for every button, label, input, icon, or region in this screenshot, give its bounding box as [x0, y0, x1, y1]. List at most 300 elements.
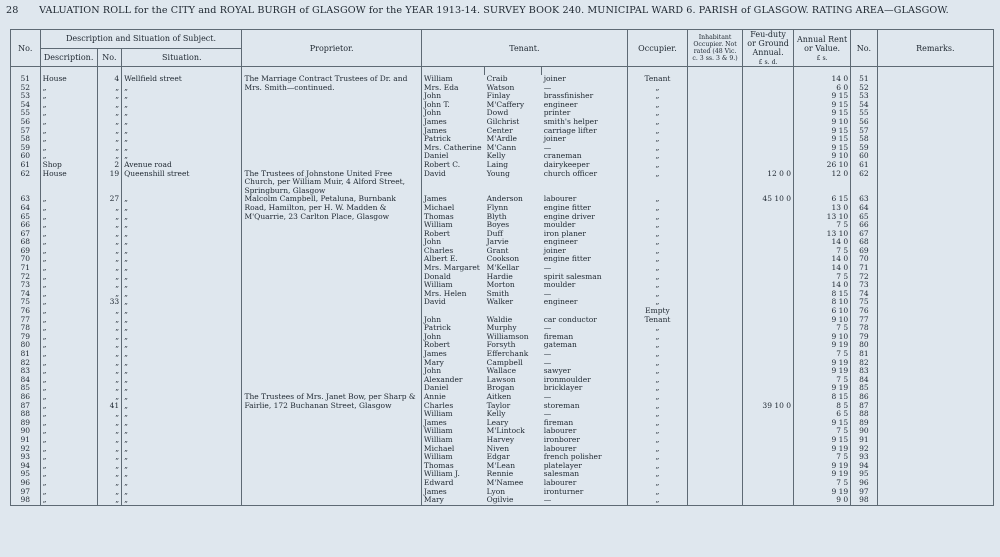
row-number: 54 — [20, 100, 31, 109]
row-number: 84 — [20, 375, 31, 384]
row-tenant-last: Murphy — [486, 324, 517, 333]
row-feu — [743, 410, 794, 419]
row-occupier: „ — [627, 92, 687, 101]
row-tenant-last: Blyth — [486, 212, 507, 221]
row-tenant-occupation: dairykeeper — [543, 160, 590, 169]
row-occupier: „ — [627, 264, 687, 273]
row-remarks — [877, 436, 993, 445]
row-number-right: 81 — [851, 350, 878, 359]
row-description: „ — [40, 453, 97, 462]
table-row — [11, 350, 994, 359]
row-tenant-first: Mrs. Eda — [421, 84, 484, 93]
table-row — [11, 109, 994, 118]
row-inhabitant — [688, 333, 743, 342]
row-occupier: „ — [627, 273, 687, 282]
row-number-right: 98 — [851, 496, 878, 505]
row-description: „ — [40, 479, 97, 488]
row-number-right: 75 — [851, 298, 878, 307]
row-description: „ — [40, 152, 97, 161]
spacer-cell — [242, 67, 421, 76]
row-number-right: 67 — [851, 230, 878, 239]
row-situation: „ — [122, 419, 242, 428]
row-rent: 7 5 — [794, 376, 851, 385]
row-number: 74 — [20, 289, 31, 298]
row-tenant-last: M'Kellar — [486, 264, 520, 273]
row-inhabitant — [688, 161, 743, 170]
row-number-right: 65 — [851, 213, 878, 222]
row-description: „ — [40, 324, 97, 333]
table-row — [11, 144, 994, 153]
row-occupier: „ — [627, 402, 687, 411]
row-rent — [794, 178, 851, 187]
row-tenant-last: Jarvie — [486, 238, 509, 247]
row-street-number — [97, 178, 121, 187]
row-description: „ — [40, 384, 97, 393]
row-occupier: „ — [627, 488, 687, 497]
row-tenant-first — [421, 187, 484, 196]
row-rent: 14 0 — [794, 238, 851, 247]
row-remarks — [877, 161, 993, 170]
row-inhabitant — [688, 247, 743, 256]
row-tenant-first: Charles — [421, 402, 484, 411]
row-inhabitant — [688, 402, 743, 411]
row-situation: „ — [122, 316, 242, 325]
row-tenant-occupation: labourer — [543, 427, 577, 436]
row-rent: 14 0 — [794, 255, 851, 264]
row-inhabitant — [688, 170, 743, 179]
row-description: „ — [40, 230, 97, 239]
table-row — [11, 359, 994, 368]
row-proprietor: Malcolm Campbell, Petaluna, Burnbank Road, Hamilton, per H. W. Madden & M'Quarrie, 23 Carlton Place, Glasgow — [242, 195, 421, 393]
row-tenant-occupation: — — [543, 350, 552, 358]
row-remarks — [877, 230, 993, 239]
row-street-number: „ — [97, 470, 121, 479]
row-feu — [743, 109, 794, 118]
row-tenant-occupation: fireman — [543, 332, 574, 341]
table-row — [11, 470, 994, 479]
spacer-cell — [794, 67, 851, 76]
row-street-number: „ — [97, 307, 121, 316]
row-situation — [122, 178, 242, 187]
row-street-number: „ — [97, 264, 121, 273]
row-feu: 12 0 0 — [743, 170, 794, 179]
row-number: 52 — [20, 83, 31, 92]
row-tenant-first: Mary — [421, 496, 484, 505]
row-street-number: „ — [97, 333, 121, 342]
row-tenant-first: Donald — [421, 273, 484, 282]
row-number-right: 82 — [851, 359, 878, 368]
row-street-number: „ — [97, 462, 121, 471]
row-tenant-last: Grant — [486, 246, 509, 255]
row-tenant-first: Mrs. Margaret — [421, 264, 484, 273]
row-tenant-last: Kelly — [486, 410, 506, 419]
row-tenant-first: William — [421, 410, 484, 419]
row-remarks — [877, 178, 993, 187]
row-remarks — [877, 84, 993, 93]
row-street-number: 33 — [97, 298, 121, 307]
spacer-row — [11, 67, 994, 76]
row-situation: „ — [122, 479, 242, 488]
row-tenant-occupation: car conductor — [543, 315, 597, 324]
row-tenant-last: Young — [486, 169, 510, 178]
row-description: „ — [40, 341, 97, 350]
row-description: „ — [40, 84, 97, 93]
row-remarks — [877, 135, 993, 144]
row-description: „ — [40, 290, 97, 299]
row-tenant-first: Charles — [421, 247, 484, 256]
table-row — [11, 462, 994, 471]
row-number-right: 71 — [851, 264, 878, 273]
row-remarks — [877, 341, 993, 350]
spacer-cell — [11, 67, 41, 76]
row-street-number: „ — [97, 341, 121, 350]
row-rent: 13 10 — [794, 213, 851, 222]
row-number: 60 — [20, 152, 31, 161]
row-situation: „ — [122, 195, 242, 204]
row-remarks — [877, 367, 993, 376]
row-rent: 6 10 — [794, 307, 851, 316]
col-situation: Situation. — [122, 48, 242, 67]
row-tenant-first: Robert — [421, 341, 484, 350]
row-tenant-first: Alexander — [421, 376, 484, 385]
row-description: „ — [40, 367, 97, 376]
row-inhabitant — [688, 496, 743, 505]
row-number: 82 — [20, 358, 31, 367]
row-tenant-occupation: fireman — [543, 418, 574, 427]
row-description: „ — [40, 247, 97, 256]
row-street-number: „ — [97, 419, 121, 428]
row-tenant-first: Albert E. — [421, 255, 484, 264]
row-street-number: „ — [97, 230, 121, 239]
row-number-right: 56 — [851, 118, 878, 127]
row-tenant-last: Kelly — [486, 152, 506, 161]
row-street-number: „ — [97, 316, 121, 325]
table-row — [11, 393, 994, 402]
row-occupier: „ — [627, 341, 687, 350]
spacer-cell — [421, 67, 484, 76]
table-row — [11, 195, 994, 204]
row-number: 63 — [20, 195, 31, 204]
table-row — [11, 230, 994, 239]
row-situation: „ — [122, 213, 242, 222]
row-remarks — [877, 204, 993, 213]
row-tenant-last: Taylor — [486, 401, 511, 410]
row-tenant-last: Duff — [486, 229, 503, 238]
row-situation: „ — [122, 238, 242, 247]
row-tenant-first: Daniel — [421, 152, 484, 161]
row-feu — [743, 213, 794, 222]
row-feu — [743, 453, 794, 462]
row-tenant-first: Michael — [421, 445, 484, 454]
row-rent: 7 5 — [794, 273, 851, 282]
row-occupier: „ — [627, 195, 687, 204]
row-feu — [743, 376, 794, 385]
row-remarks — [877, 402, 993, 411]
row-street-number: „ — [97, 367, 121, 376]
row-number — [11, 178, 41, 187]
row-rent: 8 10 — [794, 298, 851, 307]
row-tenant-first: James — [421, 195, 484, 204]
row-tenant-last — [485, 307, 542, 316]
row-tenant-occupation: — — [543, 289, 552, 298]
row-rent: 7 5 — [794, 453, 851, 462]
row-number: 91 — [20, 435, 31, 444]
row-situation: Queenshill street — [122, 170, 242, 179]
row-inhabitant — [688, 436, 743, 445]
row-tenant-first: Edward — [421, 479, 484, 488]
row-description: „ — [40, 221, 97, 230]
row-inhabitant — [688, 264, 743, 273]
spacer-cell — [97, 67, 121, 76]
row-remarks — [877, 170, 993, 179]
row-occupier: „ — [627, 367, 687, 376]
row-tenant-occupation: brassfinisher — [543, 92, 594, 101]
row-street-number: „ — [97, 92, 121, 101]
row-tenant-occupation: gateman — [543, 341, 577, 350]
row-occupier: „ — [627, 84, 687, 93]
table-row — [11, 273, 994, 282]
row-number: 68 — [20, 238, 31, 247]
row-rent: 7 5 — [794, 350, 851, 359]
row-number: 76 — [20, 307, 31, 316]
row-remarks — [877, 462, 993, 471]
row-tenant-last: M'Caffery — [486, 100, 525, 109]
row-tenant-last: M'Namee — [486, 478, 524, 487]
row-tenant-last — [485, 187, 542, 196]
row-number-right: 86 — [851, 393, 878, 402]
table-row — [11, 427, 994, 436]
row-proprietor: The Trustees of Johnstone United Free Church, per William Muir, 4 Alford Street, Springburn, Glasgow — [242, 170, 421, 196]
table-row — [11, 445, 994, 454]
col-no3: No. — [851, 30, 878, 67]
row-rent: 7 5 — [794, 324, 851, 333]
row-situation: „ — [122, 445, 242, 454]
row-rent: 9 15 — [794, 436, 851, 445]
col-rent — [794, 30, 851, 67]
row-remarks — [877, 75, 993, 84]
row-occupier: „ — [627, 255, 687, 264]
row-number: 71 — [20, 264, 31, 273]
row-situation: „ — [122, 204, 242, 213]
row-rent — [794, 187, 851, 196]
row-feu — [743, 204, 794, 213]
row-description: „ — [40, 298, 97, 307]
row-occupier: „ — [627, 350, 687, 359]
row-tenant-last: Campbell — [486, 358, 523, 367]
row-tenant-last: Gilchrist — [486, 117, 520, 126]
row-occupier: „ — [627, 445, 687, 454]
row-tenant-occupation: sawyer — [543, 367, 571, 376]
row-tenant-occupation: joiner — [543, 75, 566, 83]
row-number: 83 — [20, 367, 31, 376]
spacer-cell — [743, 67, 794, 76]
table-row — [11, 290, 994, 299]
row-description: „ — [40, 92, 97, 101]
row-remarks — [877, 195, 993, 204]
row-tenant-occupation: french polisher — [543, 453, 602, 462]
row-number: 55 — [20, 109, 31, 118]
row-inhabitant — [688, 488, 743, 497]
row-tenant-occupation: storeman — [543, 401, 580, 410]
row-number-right: 69 — [851, 247, 878, 256]
row-occupier: „ — [627, 238, 687, 247]
row-remarks — [877, 333, 993, 342]
row-tenant-first: James — [421, 118, 484, 127]
row-number: 73 — [20, 281, 31, 290]
row-street-number: „ — [97, 479, 121, 488]
spacer-cell — [627, 67, 687, 76]
row-situation: „ — [122, 144, 242, 153]
row-tenant-first: John — [421, 109, 484, 118]
row-remarks — [877, 101, 993, 110]
row-number-right: 64 — [851, 204, 878, 213]
row-occupier: „ — [627, 470, 687, 479]
row-feu — [743, 290, 794, 299]
row-occupier: „ — [627, 298, 687, 307]
row-occupier: „ — [627, 419, 687, 428]
row-situation: Wellfield street — [122, 75, 242, 84]
row-rent: 6 15 — [794, 195, 851, 204]
row-tenant-last: Walker — [486, 298, 514, 307]
row-description: „ — [40, 402, 97, 411]
row-street-number: „ — [97, 453, 121, 462]
row-street-number: „ — [97, 281, 121, 290]
row-tenant-first: William — [421, 221, 484, 230]
row-rent: 7 5 — [794, 479, 851, 488]
row-remarks — [877, 118, 993, 127]
row-tenant-last: Wallace — [486, 367, 517, 376]
row-tenant-last: Craib — [486, 75, 508, 83]
row-remarks — [877, 273, 993, 282]
row-number-right: 60 — [851, 152, 878, 161]
row-tenant-occupation: ironturner — [543, 487, 584, 496]
row-remarks — [877, 384, 993, 393]
row-occupier: „ — [627, 170, 687, 179]
row-number-right: 78 — [851, 324, 878, 333]
row-number-right: 88 — [851, 410, 878, 419]
row-feu — [743, 341, 794, 350]
row-tenant-occupation: smith's helper — [543, 117, 598, 126]
row-rent: 9 19 — [794, 384, 851, 393]
row-situation: „ — [122, 92, 242, 101]
row-description: „ — [40, 144, 97, 153]
row-number-right: 94 — [851, 462, 878, 471]
row-remarks — [877, 376, 993, 385]
table-row — [11, 298, 994, 307]
row-occupier: „ — [627, 152, 687, 161]
row-situation: „ — [122, 402, 242, 411]
row-situation — [122, 187, 242, 196]
row-inhabitant — [688, 445, 743, 454]
row-inhabitant — [688, 204, 743, 213]
row-number: 89 — [20, 418, 31, 427]
row-tenant-first: James — [421, 419, 484, 428]
row-number-right: 53 — [851, 92, 878, 101]
table-row — [11, 479, 994, 488]
row-tenant-last: Leary — [486, 418, 509, 427]
row-tenant-last: Watson — [486, 83, 515, 92]
row-occupier: „ — [627, 462, 687, 471]
row-tenant-last: M'Lean — [486, 461, 516, 470]
row-street-number: „ — [97, 84, 121, 93]
row-feu — [743, 307, 794, 316]
col-no: No. — [11, 30, 41, 67]
row-number-right: 90 — [851, 427, 878, 436]
row-occupier: „ — [627, 118, 687, 127]
row-tenant-occupation: ironborer — [543, 435, 580, 444]
row-number: 85 — [20, 384, 31, 393]
row-inhabitant — [688, 324, 743, 333]
row-number: 59 — [20, 143, 31, 152]
row-description: „ — [40, 255, 97, 264]
table-row — [11, 152, 994, 161]
row-inhabitant — [688, 135, 743, 144]
row-description: „ — [40, 109, 97, 118]
row-occupier: „ — [627, 135, 687, 144]
row-number-right: 89 — [851, 419, 878, 428]
row-occupier: „ — [627, 479, 687, 488]
table-row — [11, 255, 994, 264]
row-rent: 9 19 — [794, 359, 851, 368]
row-situation: „ — [122, 307, 242, 316]
row-description: „ — [40, 213, 97, 222]
row-number-right: 59 — [851, 144, 878, 153]
row-remarks — [877, 281, 993, 290]
row-number: 56 — [20, 117, 31, 126]
row-number: 96 — [20, 478, 31, 487]
row-rent: 8 5 — [794, 402, 851, 411]
row-feu — [743, 281, 794, 290]
row-number-right: 87 — [851, 402, 878, 411]
row-number: 80 — [20, 341, 31, 350]
row-occupier — [627, 178, 687, 187]
row-tenant-occupation: — — [543, 264, 552, 273]
row-description: Shop — [40, 161, 97, 170]
row-tenant-last: M'Cann — [486, 143, 517, 152]
row-street-number: „ — [97, 445, 121, 454]
row-tenant-last: Efferchank — [486, 350, 529, 358]
row-number: 86 — [20, 392, 31, 401]
row-feu — [743, 367, 794, 376]
row-number-right: 73 — [851, 281, 878, 290]
row-street-number: „ — [97, 324, 121, 333]
spacer-cell — [877, 67, 993, 76]
row-feu — [743, 393, 794, 402]
row-description: „ — [40, 195, 97, 204]
row-tenant-occupation: printer — [543, 109, 571, 118]
row-feu — [743, 161, 794, 170]
row-occupier: „ — [627, 144, 687, 153]
row-tenant-last: Brogan — [486, 384, 515, 393]
row-situation: „ — [122, 341, 242, 350]
row-remarks — [877, 264, 993, 273]
row-tenant-last: Laing — [486, 160, 509, 169]
table-row — [11, 341, 994, 350]
row-feu — [743, 333, 794, 342]
row-street-number: „ — [97, 127, 121, 136]
row-tenant-occupation: moulder — [543, 221, 576, 230]
row-inhabitant — [688, 221, 743, 230]
table-row — [11, 127, 994, 136]
row-tenant-occupation: ironmoulder — [543, 375, 591, 384]
row-tenant-occupation: engine fitter — [543, 255, 591, 264]
row-rent: 9 10 — [794, 316, 851, 325]
table-row — [11, 316, 994, 325]
row-situation: „ — [122, 247, 242, 256]
row-number: 88 — [20, 410, 31, 419]
row-rent: 7 5 — [794, 247, 851, 256]
row-number-right: 58 — [851, 135, 878, 144]
